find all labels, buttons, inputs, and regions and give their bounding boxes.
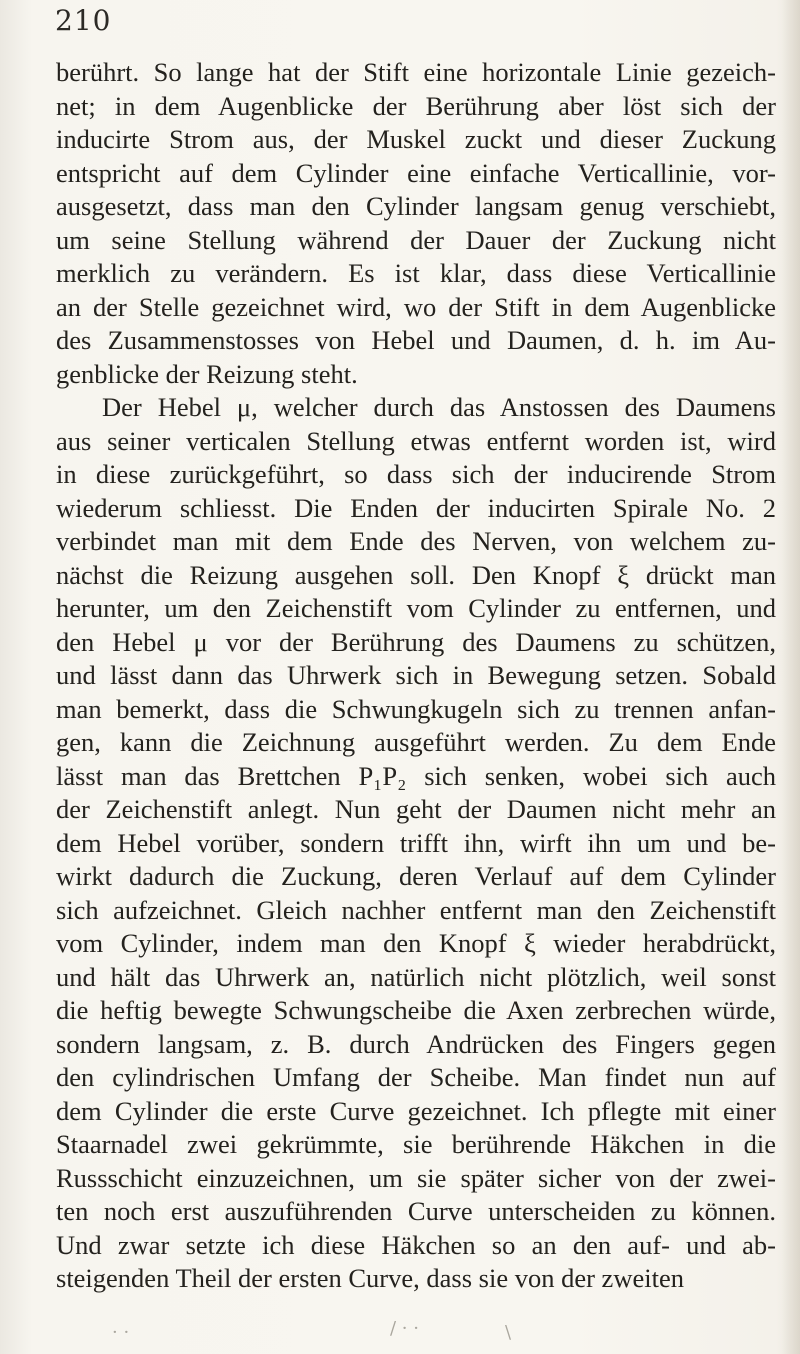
text-line: sich aufzeichnet. Gleich nachher entfernt man den Zeichenstift: [56, 894, 776, 925]
text-line: wiederum schliesst. Die Enden der inducirten Spirale No. 2: [56, 492, 776, 523]
text-line: des Zusammenstosses von Hebel und Daumen, d. h. im Au-: [56, 325, 776, 355]
text-line: ausgesetzt, dass man den Cylinder langsam genug verschiebt,: [56, 191, 776, 221]
text-line: um seine Stellung während der Dauer der Zuckung nicht: [56, 224, 776, 255]
body-text: [56, 56, 776, 1296]
text-line: die heftig bewegte Schwungscheibe die Axen zerbrechen würde,: [56, 995, 776, 1025]
ink-smudge: · ·: [112, 1322, 130, 1343]
text-line: entspricht auf dem Cylinder eine einfache Verticallinie, vor-: [56, 157, 776, 188]
text-line: ten noch erst auszuführenden Curve unterscheiden zu können.: [56, 1196, 776, 1226]
text-line: wirkt dadurch die Zuckung, deren Verlauf auf dem Cylinder: [56, 861, 776, 891]
text-line: lässt man das Brettchen P₁P₂ sich senken, wobei sich auch: [56, 760, 776, 791]
text-line: man bemerkt, dass die Schwungkugeln sich zu trennen anfan-: [56, 693, 776, 724]
page-number: 210: [55, 4, 112, 37]
text-line: aus seiner verticalen Stellung etwas entfernt worden ist, wird: [56, 425, 776, 456]
text-line: verbindet man mit dem Ende des Nerven, von welchem zu-: [56, 526, 776, 556]
text-line: der Zeichenstift anlegt. Nun geht der Daumen nicht mehr an: [56, 794, 776, 824]
text-line: in diese zurückgeführt, so dass sich der inducirende Strom: [56, 459, 776, 489]
text-line: gen, kann die Zeichnung ausgeführt werden. Zu dem Ende: [56, 727, 776, 757]
text-line: dem Cylinder die erste Curve gezeichnet. Ich pflegte mit einer: [56, 1095, 776, 1126]
text-line: herunter, um den Zeichenstift vom Cylinder zu entfernen, und: [56, 593, 776, 623]
text-line: berührt. So lange hat der Stift eine horizontale Linie gezeich-: [56, 57, 776, 87]
text-line: sondern langsam, z. B. durch Andrücken des Fingers gegen: [56, 1028, 776, 1059]
text-line: dem Hebel vorüber, sondern trifft ihn, wirft ihn um und be-: [56, 827, 776, 858]
text-line: vom Cylinder, indem man den Knopf ξ wieder herabdrückt,: [56, 928, 776, 958]
text-line: den cylindrischen Umfang der Scheibe. Man findet nun auf: [56, 1062, 776, 1092]
text-line: nächst die Reizung ausgehen soll. Den Knopf ξ drückt man: [56, 559, 776, 590]
text-line: net; in dem Augenblicke der Berührung aber löst sich der: [56, 90, 776, 121]
text-line: genblicke der Reizung steht.: [56, 358, 358, 389]
text-line: Staarnadel zwei gekrümmte, sie berührende Häkchen in die: [56, 1129, 776, 1159]
text-line: den Hebel μ vor der Berührung des Daumens zu schützen,: [56, 626, 776, 657]
text-line: Der Hebel μ, welcher durch das Anstossen des Daumens: [102, 392, 776, 422]
text-line: inducirte Strom aus, der Muskel zuckt und dieser Zuckung: [56, 124, 776, 154]
text-line: und lässt dann das Uhrwerk sich in Bewegung setzen. Sobald: [56, 660, 776, 690]
text-line: merklich zu verändern. Es ist klar, dass diese Verticallinie: [56, 258, 776, 288]
ink-smudge: / · ·: [390, 1318, 419, 1339]
text-line: und hält das Uhrwerk an, natürlich nicht plötzlich, weil sonst: [56, 961, 776, 992]
page-edge-shadow: [782, 0, 800, 1354]
ink-smudge: \: [505, 1322, 512, 1343]
text-line: an der Stelle gezeichnet wird, wo der Stift in dem Augenblicke: [56, 291, 776, 322]
text-line: Und zwar setzte ich diese Häkchen so an den auf- und ab-: [56, 1229, 776, 1260]
text-line: steigenden Theil der ersten Curve, dass sie von der zweiten: [56, 1263, 684, 1293]
text-line: Russschicht einzuzeichnen, um sie später sicher von der zwei-: [56, 1162, 776, 1193]
